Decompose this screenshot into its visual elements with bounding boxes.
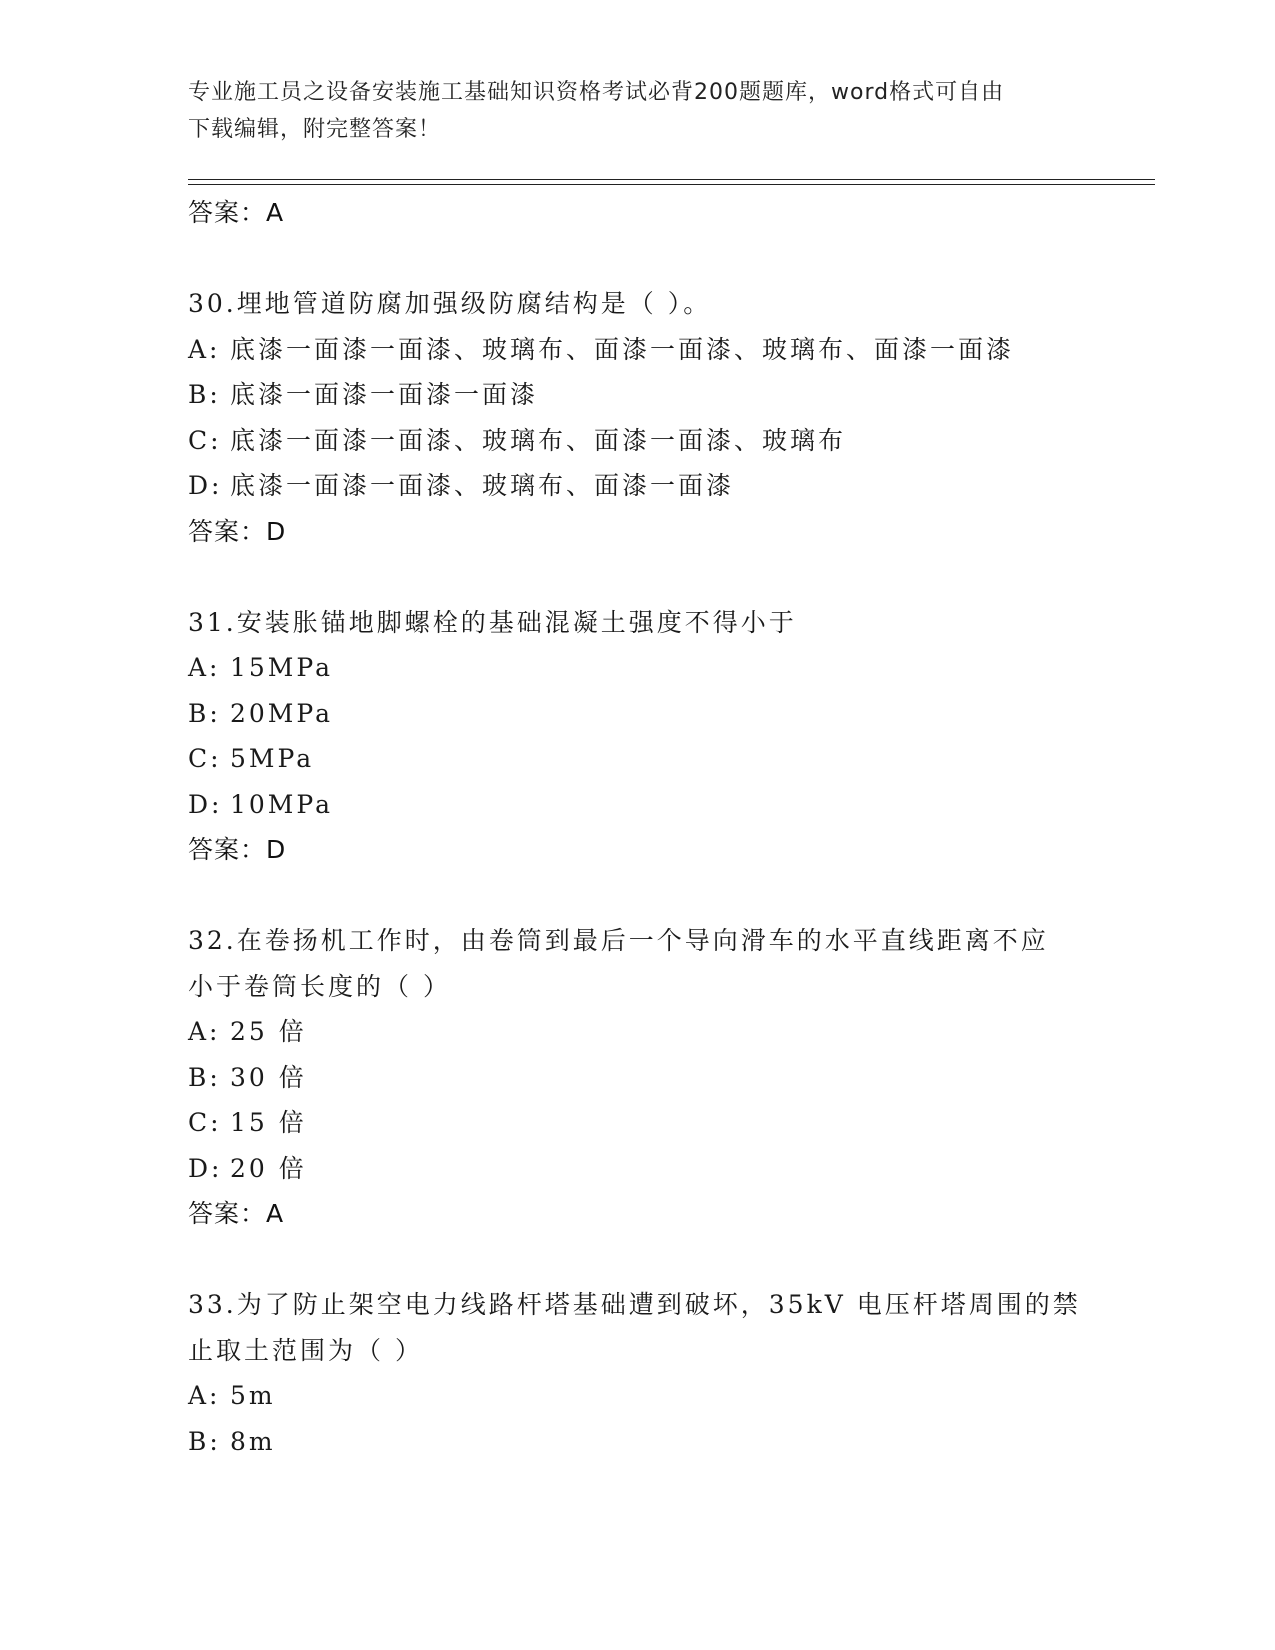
question-list [188,190,1088,1464]
option-key: A: [188,1017,221,1046]
header-line-2: 下载编辑，附完整答案！ [188,117,442,142]
option-b [188,691,1088,737]
question-stem-continued: 止取土范围为（ ） [188,1335,423,1365]
option-key: D: [188,1153,223,1183]
header-rule-top [188,179,1155,180]
option-key: C: [188,1108,222,1137]
option-b [188,1419,1088,1465]
option-key: B: [188,1426,221,1456]
header-rule-bottom [188,184,1155,185]
option-key: C: [188,744,222,773]
option-text: 底漆一面漆一面漆一面漆 [230,380,539,409]
option-key: D: [188,471,223,500]
option-text: 底漆一面漆一面漆、玻璃布、面漆一面漆、玻璃布 [230,425,847,455]
question-33 [188,1282,1088,1464]
option-c [188,736,1088,782]
option-d [188,782,1088,828]
option-key: B: [188,380,221,409]
option-b [188,372,1088,418]
question-stem: 32.在卷扬机工作时，由卷筒到最后一个导向滑车的水平直线距离不应 [188,926,1049,955]
option-d [188,1146,1088,1192]
option-text: 底漆一面漆一面漆、玻璃布、面漆一面漆 [230,471,735,500]
option-a [188,327,1088,373]
option-text: 20MPa [230,698,334,728]
question-stem: 33.为了防止架空电力线路杆塔基础遭到破坏，35kV 电压杆塔周围的禁 [188,1290,1081,1319]
option-text: 20 倍 [230,1153,307,1183]
option-text: 25 倍 [230,1017,307,1046]
option-a [188,645,1088,691]
question-30 [188,281,1088,554]
answer-line: 答案：D [188,516,287,546]
option-key: A: [188,1381,221,1410]
answer-line: 答案：D [188,835,287,864]
option-key: A: [188,334,221,364]
option-c [188,418,1088,464]
option-c [188,1100,1088,1146]
option-key: A: [188,653,221,682]
question-32 [188,918,1088,1236]
option-d [188,463,1088,509]
answer-line: 答案：A [188,1199,285,1228]
option-key: B: [188,698,221,728]
option-b [188,1055,1088,1101]
option-text: 15MPa [230,653,334,682]
option-key: D: [188,789,223,819]
option-text: 底漆一面漆一面漆、玻璃布、面漆一面漆、玻璃布、面漆一面漆 [230,334,1015,364]
option-text: 15 倍 [230,1108,307,1137]
option-a [188,1009,1088,1055]
document-header [188,74,1068,148]
option-text: 10MPa [230,789,334,819]
answer-line: 答案：A [188,198,285,227]
question-stem: 31.安装胀锚地脚螺栓的基础混凝土强度不得小于 [188,607,797,637]
question-stem: 30.埋地管道防腐加强级防腐结构是（ ）。 [188,289,712,318]
header-line-1: 专业施工员之设备安装施工基础知识资格考试必背200题题库，word格式可自由 [188,80,1005,105]
option-text: 5m [230,1381,276,1410]
option-key: B: [188,1062,221,1092]
option-a [188,1373,1088,1419]
option-text: 5MPa [230,744,315,773]
question-31 [188,600,1088,873]
option-text: 8m [230,1426,276,1456]
question-stem-continued: 小于卷筒长度的（ ） [188,971,451,1001]
option-text: 30 倍 [230,1062,307,1092]
option-key: C: [188,425,222,455]
